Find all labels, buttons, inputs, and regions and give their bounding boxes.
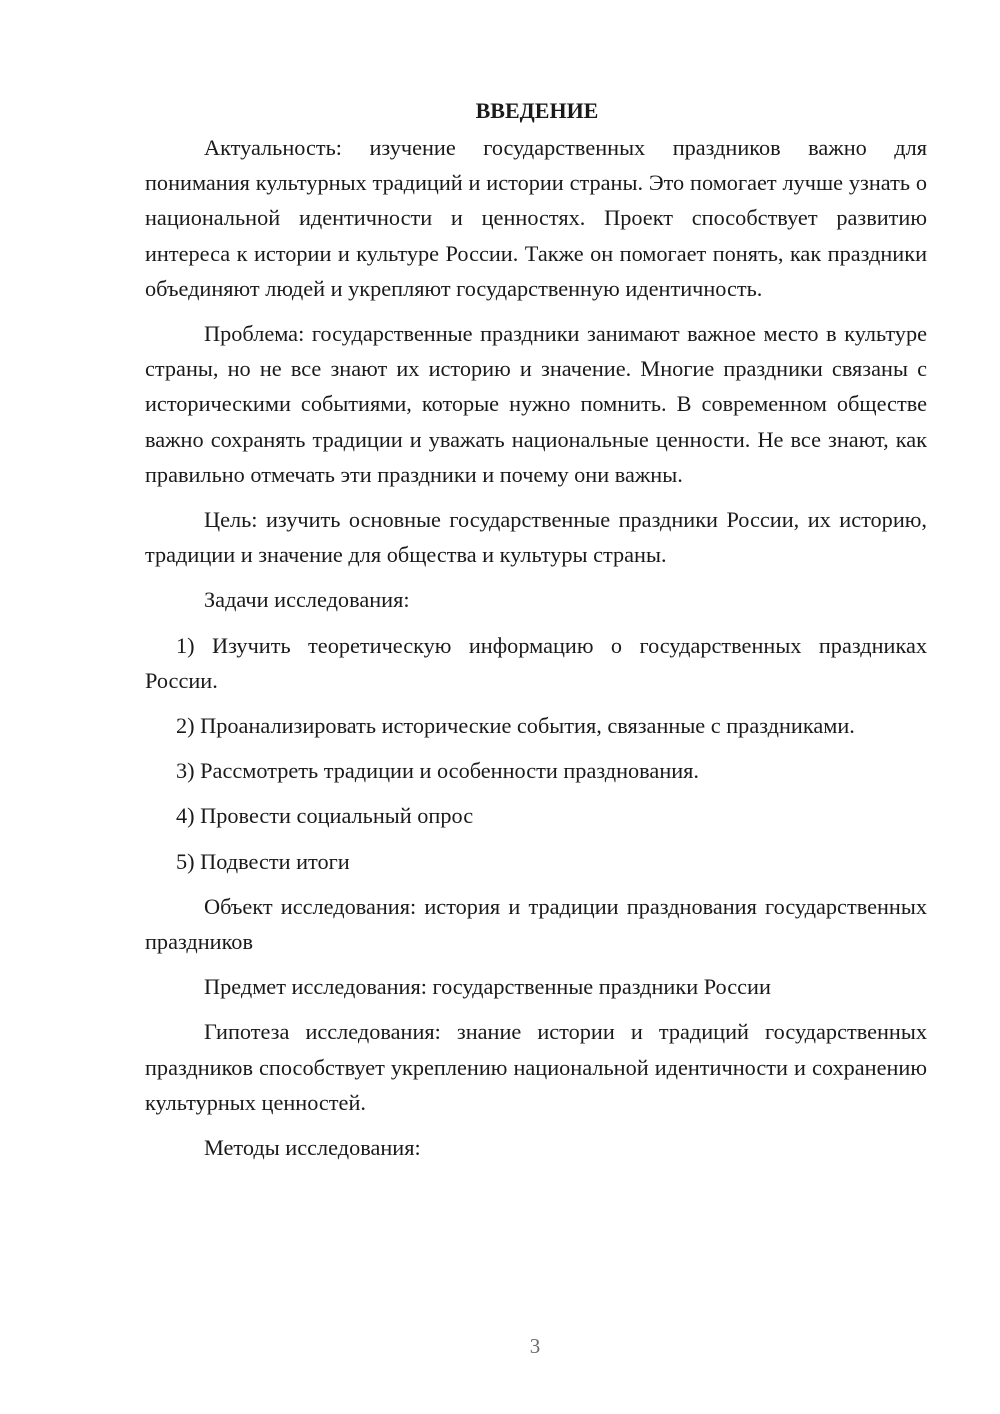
paragraph-subject: Предмет исследования: государственные праздники России <box>204 974 771 1000</box>
task-item-1: 1) Изучить теоретическую информацию о государственных праздниках России. <box>145 632 927 693</box>
paragraph-goal: Цель: изучить основные государственные праздники России, их историю, традиции и значение для общества и культуры страны. <box>145 507 927 568</box>
page-number: 3 <box>529 1334 541 1358</box>
document-page <box>145 96 927 1165</box>
task-item-2: 2) Проанализировать исторические события, связанные с праздниками. <box>176 713 855 739</box>
paragraph-problem: Проблема: государственные праздники занимают важное место в культуре страны, но не все знают их историю и значение. Многие праздники связаны с историческими событиями, которые нужно помнить. В современном обществе важно сохранять традиции и уважать национальные ценности. Не все знают, как правильно отмечать эти праздники и почему они важны. <box>145 321 927 487</box>
task-item-4: 4) Провести социальный опрос <box>176 803 474 829</box>
paragraph-tasks-heading: Задачи исследования: <box>204 587 410 613</box>
paragraph-hypothesis: Гипотеза исследования: знание истории и традиций государственных праздников способствует укреплению национальной идентичности и сохранению культурных ценностей. <box>145 1019 927 1115</box>
page-title: ВВЕДЕНИЕ <box>475 98 599 123</box>
task-item-3: 3) Рассмотреть традиции и особенности празднования. <box>176 758 700 784</box>
paragraph-object: Объект исследования: история и традиции празднования государственных праздников <box>145 893 927 955</box>
paragraph-relevance: Актуальность: изучение государственных праздников важно для понимания культурных традиций и истории страны. Это помогает лучше узнать о национальной идентичности и ценностях. Проект способствует развитию интереса к истории и культуре России. Также он помогает понять, как праздники объединяют людей и укрепляют государственную идентичность. <box>145 135 927 301</box>
paragraph-methods: Методы исследования: <box>204 1135 421 1161</box>
task-item-5: 5) Подвести итоги <box>176 848 350 874</box>
